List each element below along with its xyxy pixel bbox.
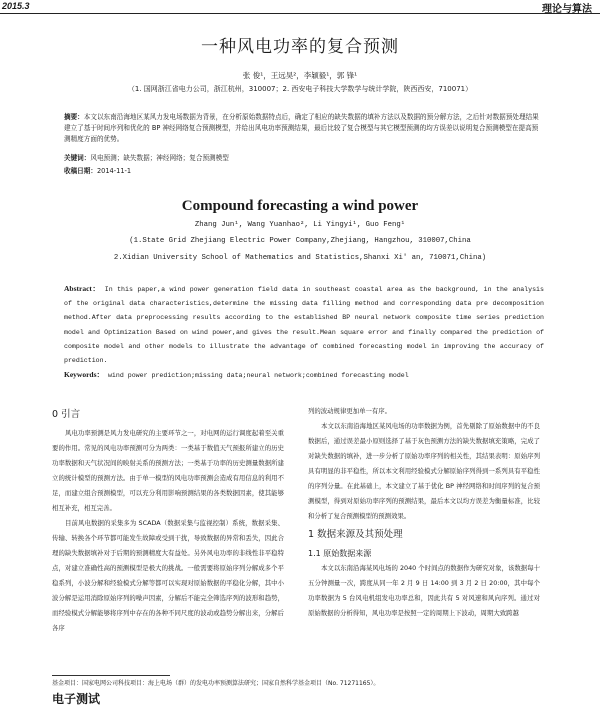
- left-column: [52, 404, 284, 636]
- english-abstract-label: Abstract：: [64, 284, 101, 293]
- chinese-keywords: [64, 153, 544, 164]
- section-0-heading: 0 引言: [52, 409, 81, 420]
- page-header: [0, 0, 600, 14]
- footnote-rule: [52, 675, 170, 676]
- fund-text: 国家电网公司科技项目：海上电场（群）的发电功率预测算法研究；国家自然科学基金项目（No. 71271165）。: [82, 680, 380, 687]
- fund-footnote: [52, 678, 552, 687]
- received-label: 收稿日期：: [64, 167, 97, 175]
- paragraph: 本文以东南沿海地区某风电场的功率数据为例，首先剔除了原始数据中的不良数据后，通过误差最小原则选择了基于灰色预测方法的缺失数据填充策略，完成了对缺失数据的填补，进一步分析了原始功率序列的相关性，其结果表明：原始序列具有明显的非平稳性，所以本文利用经验模式分解原始序列得到一系列具有平稳性的序列分量。在此基础上，本文建立了基于优化 BP 神经网络和时间序列的复合预测模型，得到对原始功率序列的预测结果，最后本文以均方误差为衡量标准，比较和分析了复合预测模型的预测效果。: [308, 422, 540, 520]
- received-text: 2014-11-1: [96, 167, 132, 175]
- chinese-title: 一种风电功率的复合预测: [201, 37, 399, 57]
- english-keywords-text: wind power prediction;missing data;neural network;combined forecasting model: [107, 372, 409, 380]
- english-affiliation-2: 2.Xidian University School of Mathematics and Statistics,Shanxi Xi' an, 710071,China): [113, 254, 487, 262]
- issue-number: 2015.3: [2, 1, 30, 11]
- paragraph: 本文以东南沿海某风电场的 2040 个时间点的数据作为研究对象，该数据每十五分钟测量一次，跨度从同一年 2 月 9 日 14:00 到 3 月 2 日 20:00，其中每个功率数据为 5 台风电机组发电功率总和，因此共有 5 对风速和风向序列。通过对原始数据的分析得知，风电功率是按照一定的周期上下波动，周期大致跨越: [308, 564, 540, 617]
- header-rule: [0, 13, 600, 14]
- journal-brand: 电子测试: [52, 692, 101, 706]
- received-date: [64, 166, 544, 177]
- abstract-label: 摘要：: [64, 113, 84, 121]
- paragraph: 目前风电数据的采集多为 SCADA（数据采集与监视控制）系统，数据采集、传输、转换各个环节都可能发生故障或受到干扰，导致数据的异常和丢失，因此合理的缺失数据填补对于后期的预测精度大有益处。另外风电功率的非线性非平稳特点，对建立准确性高的预测模型是极大的挑战。一般需要将原始序列分解成多个平稳系列，小波分解和经验模式分解等都可以实现对原始数据的平稳化分解，其中小波分解是运用消除原始序列的噪声因素，分解后不能完全筛选序列的波形和趋势，而经验模式分解能够将序列中存在的各种不同尺度的波动或趋势分解出来，分解后各序: [52, 519, 284, 632]
- english-abstract: [64, 282, 544, 383]
- chinese-authors: 张 俊¹，王远昊²，李颖毅¹，郭 锋¹: [242, 71, 358, 80]
- english-title: Compound forecasting a wind power: [181, 198, 419, 214]
- section-1-1-heading: 1.1 原始数据来源: [308, 549, 372, 558]
- keywords-text: 风电预测；缺失数据；神经网络；复合预测模型: [90, 154, 229, 162]
- chinese-affiliation: （1. 国网浙江省电力公司，浙江杭州，310007；2. 西安电子科技大学数学与统计学院，陕西西安，710071）: [127, 85, 473, 93]
- english-authors: Zhang Jun¹, Wang Yuanhao², Li Yingyi¹, Guo Feng¹: [194, 221, 406, 229]
- abstract-text: 本文以东南沿海地区某风力发电场数据为背景，在分析原始数据特点后，确定了相应的缺失数据的填补方法以及数据的预分解方法，之后针对数据预处理结果建立了基于时间序列和优化的 BP 神经网络复合预测模型，并给出风电功率预测结果，最后比较了复合模型与其它模型预测的均方误差以说明复合预测模型在提高预测精度方面的优势。: [64, 113, 539, 143]
- english-affiliation-1: (1.State Grid Zhejiang Electric Power Company,Zhejiang, Hangzhou, 310007,China: [129, 237, 471, 245]
- chinese-abstract: [64, 112, 544, 145]
- english-keywords-label: Keywords：: [64, 370, 104, 380]
- fund-label: 基金项目：: [52, 680, 83, 687]
- paragraph: 列的波动规律更加单一有序。: [308, 407, 392, 415]
- right-column: [308, 404, 540, 621]
- section-1-heading: 1 数据来源及其预处理: [308, 529, 403, 540]
- paragraph: 风电功率预测是风力发电研究的主要环节之一，对电网的运行调度起着至关重要的作用。常见的风电功率预测可分为两类：一类基于数值天气预报所建立的历史功率数据和天气状况间的映射关系的预测方法；一类基于功率的历史测量数据所建立的统计模型的预测方法。由于单一模型的风电功率预测会造成有用信息的利用不足，而建立组合预测模型，可以充分利用影响预测结果的各类数据因素，使其能够相互补充，相互完善。: [52, 429, 284, 512]
- keywords-label: 关键词：: [64, 154, 91, 162]
- section-name: 理论与算法: [542, 4, 592, 15]
- english-abstract-text: In this paper,a wind power generation field data in southeast coastal area as the background, in the analysis of the original data characteristics,determine the missing data filling method and corresponding data pre decomposition method.After data preprocessing results according to the established BP neural network composite time series prediction model and Optimization Based on wind power,and gives the result.Mean square error and finally compared the prediction of composite model and other models to illustrate the advantage of combined forecasting model in improving the accuracy of prediction.: [64, 286, 544, 365]
